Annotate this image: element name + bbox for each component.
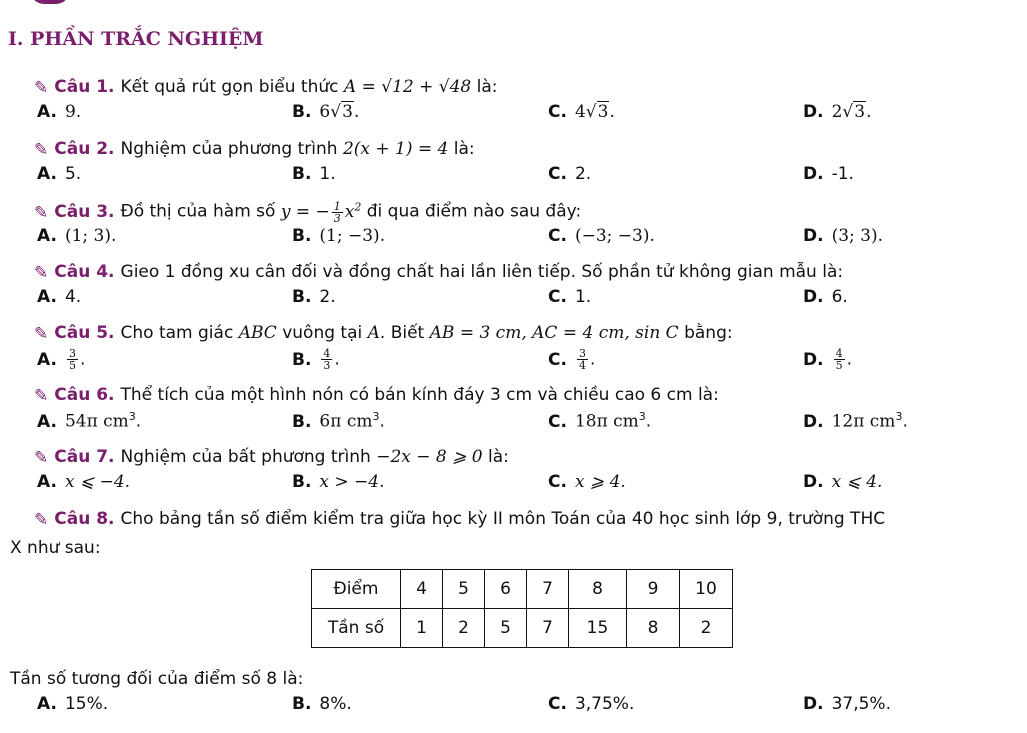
q7-option-c[interactable] [548, 472, 626, 492]
q8-option-b[interactable] [292, 694, 352, 714]
pencil-icon: ✎ [34, 510, 49, 530]
q7-option-d[interactable] [803, 472, 882, 492]
question-3-expr: y = − $\frac{1}{3}$ $x^2$ [280, 199, 362, 225]
table-cell: 7 [527, 570, 569, 609]
pencil-icon: ✎ [34, 263, 49, 283]
option-label: B. [292, 102, 312, 122]
table-header-cell: Tần số [312, 609, 401, 648]
question-8-text: Cho bảng tần số điểm kiểm tra giữa học kỳ II môn Toán của 40 học sinh lớp 9, trường THC [120, 509, 886, 529]
option-label: C. [548, 102, 567, 122]
q2-option-c[interactable] [548, 164, 591, 184]
q1-option-c[interactable] [548, 102, 615, 122]
option-label: A. [37, 226, 57, 246]
option-label: D. [803, 349, 824, 370]
pencil-icon: ✎ [34, 448, 49, 468]
question-4-text: Gieo 1 đồng xu cân đối và đồng chất hai lần liên tiếp. Số phần tử không gian mẫu là: [120, 262, 844, 282]
option-text: 3,75%. [574, 694, 635, 714]
table-cell: 5 [485, 609, 527, 648]
option-label: C. [548, 472, 567, 492]
option-text: (−3; −3). [574, 226, 655, 246]
q6-option-c[interactable]: C. 18π $cm^3$. [548, 410, 652, 432]
question-1-text: Kết quả rút gọn biểu thức [120, 77, 339, 97]
question-5: ✎ Câu 5. Cho tam giác ABC vuông tại A. Biết AB = 3 cm, AC = 4 cm, sin C bằng: [34, 323, 733, 344]
option-label: B. [292, 472, 312, 492]
q7-option-b[interactable] [292, 472, 385, 492]
table-cell: 15 [569, 609, 627, 648]
option-label: C. [548, 694, 567, 714]
option-label: B. [292, 694, 312, 714]
option-label: D. [803, 102, 824, 122]
option-text: 6π cm [319, 411, 373, 432]
option-text: 4. [64, 287, 82, 307]
question-5-label: Câu 5. [54, 323, 115, 343]
q3-option-c[interactable] [548, 226, 655, 246]
option-text: (3; 3). [831, 226, 884, 246]
option-label: D. [803, 694, 824, 714]
option-label: A. [37, 411, 57, 432]
question-4-label: Câu 4. [54, 262, 115, 282]
option-text: x ⩾ 4. [574, 472, 626, 492]
question-8-follow-text: Tần số tương đối của điểm số 8 là: [10, 669, 304, 689]
question-3 [34, 200, 581, 224]
option-label: A. [37, 164, 57, 184]
option-text: 5. [64, 164, 82, 184]
option-text: -1. [831, 164, 854, 184]
q1-option-d[interactable] [803, 102, 871, 122]
q5-option-d[interactable]: D. $\frac{4}{5}$ . [803, 347, 852, 372]
option-label: D. [803, 226, 824, 246]
option-label: B. [292, 349, 312, 370]
question-1-label: Câu 1. [54, 77, 115, 97]
option-label: B. [292, 164, 312, 184]
q1-option-a[interactable] [37, 102, 81, 122]
q3-option-d[interactable] [803, 226, 883, 246]
option-label: D. [803, 472, 824, 492]
option-text: 1. [574, 287, 592, 307]
option-label: C. [548, 287, 567, 307]
q4-option-d[interactable] [803, 287, 848, 307]
section-title: I. PHẦN TRẮC NGHIỆM [8, 28, 264, 50]
question-1-expr: A = √12 + √48 [343, 77, 472, 97]
question-7-expr: −2x − 8 ⩾ 0 [376, 447, 483, 467]
option-text: 8%. [319, 694, 352, 714]
question-7-text: Nghiệm của bất phương trình [120, 447, 371, 467]
table-cell: 7 [527, 609, 569, 648]
table-cell: 1 [401, 609, 443, 648]
option-fraction: $\frac{4}{5}$ [835, 347, 843, 372]
option-label: D. [803, 287, 824, 307]
option-label: B. [292, 287, 312, 307]
option-text: (1; 3). [64, 226, 117, 246]
pencil-icon: ✎ [34, 78, 49, 98]
question-2-text: Nghiệm của phương trình [120, 139, 338, 159]
table-cell: 8 [627, 609, 680, 648]
table-cell: 2 [680, 609, 733, 648]
q2-option-a[interactable] [37, 164, 81, 184]
q6-option-a[interactable]: A. 54π $cm^3$. [37, 410, 142, 432]
option-text: x ⩽ −4. [64, 472, 131, 492]
question-7-label: Câu 7. [54, 447, 115, 467]
question-1-tail: là: [476, 77, 498, 97]
q8-option-c[interactable] [548, 694, 634, 714]
table-cell: 4 [401, 570, 443, 609]
q8-option-a[interactable] [37, 694, 108, 714]
option-text: 37,5%. [831, 694, 891, 714]
option-text: x > −4. [319, 472, 385, 492]
table-row [312, 609, 733, 648]
option-text: 1. [319, 164, 336, 184]
q1-option-b[interactable] [292, 102, 359, 122]
question-7-tail: là: [488, 447, 509, 467]
option-math: 2√3. [831, 102, 872, 122]
pencil-icon: ✎ [34, 386, 49, 406]
q6-option-d[interactable]: D. 12π $cm^3$. [803, 410, 908, 432]
table-cell: 6 [485, 570, 527, 609]
option-math: 6√3. [319, 102, 360, 122]
option-fraction: $\frac{4}{3}$ [323, 347, 331, 372]
q7-option-a[interactable] [37, 472, 130, 492]
option-text: 12π cm [831, 411, 896, 432]
question-7 [34, 447, 509, 467]
option-fraction: $\frac{3}{4}$ [578, 347, 586, 372]
option-label: B. [292, 226, 312, 246]
question-3-tail: đi qua điểm nào sau đây: [366, 201, 582, 222]
frequency-table [311, 569, 733, 648]
question-8-label: Câu 8. [54, 509, 115, 529]
pencil-icon: ✎ [34, 324, 49, 344]
q4-option-c[interactable] [548, 287, 591, 307]
option-math: 4√3. [574, 102, 615, 122]
question-2-expr: 2(x + 1) = 4 [342, 139, 449, 159]
option-label: B. [292, 411, 312, 432]
table-cell: 10 [680, 570, 733, 609]
option-text: (1; −3). [319, 226, 386, 246]
q4-option-b[interactable] [292, 287, 336, 307]
option-text: 9. [64, 102, 82, 122]
question-6 [34, 385, 719, 405]
option-label: D. [803, 164, 824, 184]
q3-option-b[interactable] [292, 226, 385, 246]
question-8 [34, 509, 885, 529]
q5-option-a[interactable]: A. $\frac{3}{5}$ . [37, 347, 86, 372]
q5-option-b[interactable]: B. $\frac{4}{3}$ . [292, 347, 340, 372]
table-cell: 8 [569, 570, 627, 609]
table-header-cell: Điểm [312, 570, 401, 609]
q3-option-a[interactable] [37, 226, 116, 246]
option-label: C. [548, 411, 567, 432]
option-text: 6. [831, 287, 848, 307]
question-1 [34, 77, 498, 97]
option-text: 18π cm [574, 411, 639, 432]
question-2 [34, 139, 475, 159]
table-cell: 9 [627, 570, 680, 609]
table-row [312, 570, 733, 609]
question-4 [34, 262, 843, 282]
q2-option-d[interactable] [803, 164, 854, 184]
option-label: A. [37, 694, 57, 714]
pencil-icon: ✎ [34, 140, 49, 160]
option-label: A. [37, 287, 57, 307]
q2-option-b[interactable] [292, 164, 336, 184]
q8-option-d[interactable] [803, 694, 891, 714]
q6-option-b[interactable]: B. 6π $cm^3$. [292, 410, 385, 432]
option-text: 2. [319, 287, 336, 307]
option-fraction: $\frac{3}{5}$ [68, 347, 76, 372]
q5-option-c[interactable]: C. $\frac{3}{4}$ . [548, 347, 596, 372]
question-2-tail: là: [453, 139, 475, 159]
option-label: A. [37, 102, 57, 122]
option-text: x ⩽ 4. [831, 472, 883, 492]
option-label: C. [548, 349, 567, 370]
q4-option-a[interactable] [37, 287, 81, 307]
question-3-label: Câu 3. [54, 201, 115, 222]
option-label: D. [803, 411, 824, 432]
table-cell: 5 [443, 570, 485, 609]
option-label: A. [37, 349, 57, 370]
question-6-label: Câu 6. [54, 385, 115, 405]
question-6-text: Thể tích của một hình nón có bán kính đáy 3 cm và chiều cao 6 cm là: [120, 385, 719, 405]
option-text: 54π cm [64, 411, 129, 432]
table-cell: 2 [443, 609, 485, 648]
question-2-label: Câu 2. [54, 139, 115, 159]
pencil-icon: ✎ [34, 202, 49, 223]
option-label: C. [548, 164, 567, 184]
question-8-text-line2: X như sau: [10, 538, 101, 558]
decorative-circle [30, 0, 70, 4]
option-label: A. [37, 472, 57, 492]
option-text: 15%. [64, 694, 109, 714]
option-label: C. [548, 226, 567, 246]
question-3-text: Đồ thị của hàm số [120, 201, 276, 222]
option-text: 2. [574, 164, 592, 184]
